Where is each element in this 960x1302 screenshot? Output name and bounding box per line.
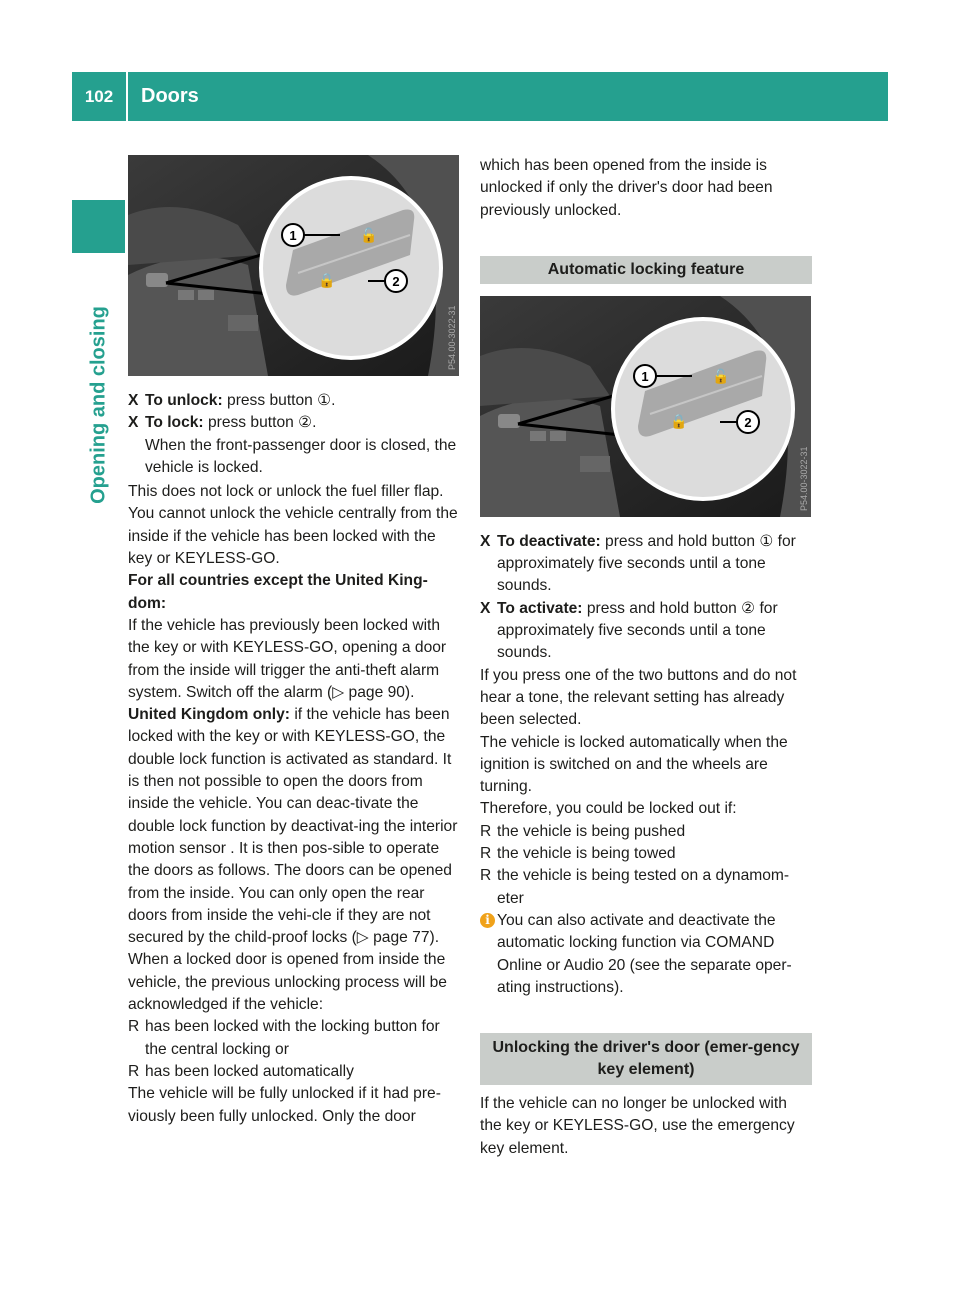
left-column [128,155,460,1128]
chapter-title: Doors [141,85,199,107]
paragraph: If you press one of the two buttons and do not hear a tone, the relevant setting has already been selected. [480,666,797,729]
callout-1-label: 1 [289,228,297,243]
list-item-text: has been locked with the locking button for the central locking or [145,1018,440,1058]
right-column [480,155,812,1160]
paragraph [128,704,460,949]
paragraph: Therefore, you could be locked out if: [480,800,737,818]
bullet-icon: R [480,845,492,863]
unlock-label: To unlock: [145,392,223,409]
side-tab [82,262,116,548]
activate-instruction [480,598,812,665]
subheading: For all countries except the United King-dom: [128,572,428,612]
paragraph: You cannot unlock the vehicle centrally from the inside if the vehicle has been locked with the key or KEYLESS-GO. [128,505,458,568]
uk-label: United Kingdom only: [128,706,290,724]
door-panel-illustration [128,155,459,376]
section-heading-automatic-locking: Automatic locking feature [480,256,812,284]
list-item-text: the vehicle is being towed [497,845,676,863]
image-code: P54.00-3022-31 [447,305,457,370]
image-code: P54.00-3022-31 [799,446,809,511]
side-tab-block [72,200,125,253]
info-icon: i [480,913,495,928]
callout-2-label: 2 [744,414,752,430]
list-item [128,1061,460,1083]
lock-instruction [128,412,460,479]
side-tab-label: Opening and closing [87,306,110,504]
list-item-text: the vehicle is being pushed [497,822,686,840]
bullet-icon: R [480,822,492,840]
lock-text: press button ②. [207,414,317,432]
list-item-text: the vehicle is being tested on a dynamom-eter [497,867,790,907]
door-panel-photo [128,155,459,376]
callout-2-label: 2 [392,274,400,289]
unlock-text: press button ①. [227,392,336,409]
activate-label: To activate: [497,599,583,617]
info-note [480,910,812,999]
door-panel-illustration-2 [480,296,811,517]
paragraph: This does not lock or unlock the fuel filler flap. [128,483,444,501]
deactivate-text: press and hold button ① for approximately five seconds until a tone sounds. [497,532,796,595]
info-text: You can also activate and deactivate the automatic locking function via COMAND Online or Audio 20 (see the separate oper-ating instructions). [497,911,792,996]
step-arrow-icon: X [128,414,139,432]
paragraph: The vehicle is locked automatically when the ignition is switched on and the wheels are turning. [480,733,788,796]
paragraph: When a locked door is opened from inside the vehicle, the previous unlocking process will be acknowledged if the vehicle: [128,951,447,1014]
section-heading-emergency-key: Unlocking the driver's door (emer-gency key element) [480,1033,812,1085]
door-panel-photo-2 [480,296,811,517]
list-item [480,821,812,843]
lock-icon: 🔒 [318,273,336,289]
paragraph: If the vehicle can no longer be unlocked with the key or KEYLESS-GO, use the emergency key element. [480,1095,795,1157]
bullet-icon: R [480,867,492,885]
uk-text: if the vehicle has been locked with the key or with KEYLESS-GO, the double lock function is activated as standard. It is then not possible to open the doors from inside the vehicle. You can deac-tivate the double lock function by deactivat-ing the interior motion sensor . It is then pos-sible to operate the doors as follows. The doors can be opened from the inside. You can only open the rear doors from inside the vehi-cle if they are not secured by the child-proof locks (▷ page 77). [128,706,458,947]
paragraph: If the vehicle has previously been locked with the key or with KEYLESS-GO, opening a door from the inside will trigger the anti-theft alarm system. Switch off the alarm (▷ page 90). [128,616,447,701]
callout-1-label: 1 [641,368,649,384]
lock-note: When the front-passenger door is closed, the vehicle is locked. [145,436,457,476]
step-arrow-icon: X [480,532,491,550]
bullet-icon: R [128,1062,140,1080]
header-divider [126,72,128,121]
lock-icon: 🔒 [670,413,688,430]
list-item [480,843,812,865]
paragraph: which has been opened from the inside is unlocked if only the driver's door had been previously unlocked. [480,157,773,219]
unlock-instruction [128,390,460,412]
step-arrow-icon: X [128,392,139,409]
list-item [128,1016,460,1061]
deactivate-instruction [480,531,812,598]
unlock-icon: 🔓 [360,228,378,244]
paragraph: The vehicle will be fully unlocked if it had pre-viously been fully unlocked. Only the door [128,1085,441,1125]
bullet-icon: R [128,1018,140,1036]
list-item [480,865,812,910]
unlock-icon: 🔓 [712,368,730,385]
deactivate-label: To deactivate: [497,532,601,550]
lock-label: To lock: [145,414,204,432]
activate-text: press and hold button ② for approximately five seconds until a tone sounds. [497,599,778,662]
page-number: 102 [84,86,114,106]
list-item-text: has been locked automatically [145,1062,354,1080]
step-arrow-icon: X [480,599,491,617]
